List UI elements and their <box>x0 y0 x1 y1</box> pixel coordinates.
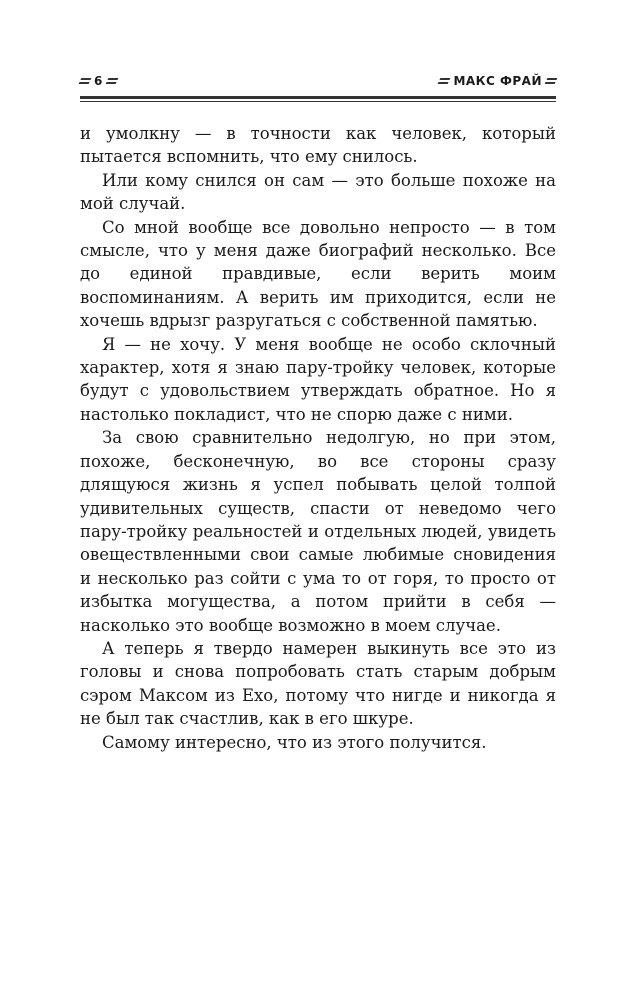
flourish-left-icon <box>438 78 451 84</box>
paragraph: Самому интересно, что из этого получится. <box>102 732 487 752</box>
body-text <box>80 122 556 754</box>
paragraph: и умолкну — в точности как человек, который пытается вспомнить, что ему снилось. <box>80 124 556 167</box>
paragraph: Или кому снился он сам — это больше похоже на мой случай. <box>80 170 556 214</box>
paragraph: Я — не хочу. У меня вообще не особо склочный характер, хотя я знаю пару-тройку человек, которые будут с удовольствием утверждать обратное. Но я настолько покладист, что не спорю даже с ними. <box>80 334 556 424</box>
header-rule-thick <box>80 96 556 99</box>
flourish-right-icon <box>105 78 118 84</box>
paragraph: За свою сравнительно недолгую, но при этом, похоже, бесконечную, во все стороны сразу длящуюся жизнь я успел побывать целой толпой удивительных существ, спасти от неведомо чего пару-тройку реальностей и отдельных людей, увидеть овеществленными свои самые любимые сновидения и несколько раз сойти с ума то от горя, то просто от избытка могущества, а потом прийти в себя — насколько это вообще возможно в моем случае. <box>80 428 556 635</box>
running-header <box>80 74 556 92</box>
header-rule-thin <box>80 101 556 102</box>
paragraph: Со мной вообще все довольно непросто — в том смысле, что у меня даже биографий несколько. Все до единой правдивые, если верить моим воспоминаниям. А верить им приходится, если не хочешь вдрызг разругаться с собственной памятью. <box>80 217 556 331</box>
page-number-group <box>80 74 117 88</box>
flourish-right-icon <box>545 78 558 84</box>
author-group <box>439 74 556 88</box>
author-name: МАКС ФРАЙ <box>453 74 542 88</box>
page-number: 6 <box>94 74 103 88</box>
paragraph: А теперь я твердо намерен выкинуть все это из головы и снова попробовать стать старым добрым сэром Максом из Ехо, потому что нигде и никогда я не был так счастлив, как в его шкуре. <box>80 638 556 729</box>
flourish-left-icon <box>79 78 92 84</box>
